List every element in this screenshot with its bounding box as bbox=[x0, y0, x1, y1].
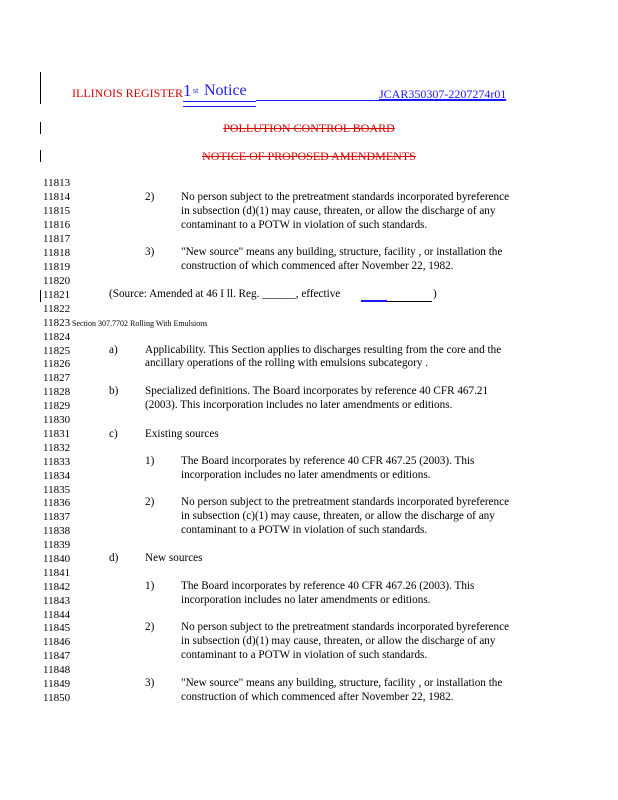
paragraph-text: Existing sources bbox=[145, 428, 219, 440]
line-number: 11830 bbox=[43, 414, 71, 426]
line-number: 11815 bbox=[43, 205, 71, 217]
paragraph-label: 2) bbox=[145, 496, 155, 508]
line-number: 11835 bbox=[43, 484, 71, 496]
paragraph-text: in subsection (c)(1) may cause, threaten, or allow the discharge of any bbox=[181, 510, 495, 522]
paragraph-text: (2003). This incorporation includes no later amendments or editions. bbox=[145, 399, 453, 411]
effective-date-blank bbox=[387, 301, 432, 302]
line-number: 11814 bbox=[43, 191, 71, 203]
line-number: 11828 bbox=[43, 386, 71, 398]
line-number: 11845 bbox=[43, 622, 71, 634]
line-number: 11818 bbox=[43, 247, 71, 259]
line-number: 11844 bbox=[43, 609, 71, 621]
paragraph-text: "New source" means any building, structure, facility , or installation the bbox=[181, 246, 503, 258]
line-number: 11816 bbox=[43, 219, 71, 231]
paragraph-text: No person subject to the pretreatment standards incorporated byreference bbox=[181, 496, 510, 508]
line-number: 11849 bbox=[43, 678, 71, 690]
line-number: 11842 bbox=[43, 581, 71, 593]
register-title: ILLINOIS REGISTER bbox=[72, 86, 183, 100]
line-number: 11820 bbox=[43, 275, 71, 287]
paragraph-text: contaminant to a POTW in violation of such standards. bbox=[181, 219, 428, 231]
line-number: 11826 bbox=[43, 358, 71, 370]
register-code: JCAR350307-2207274r01 bbox=[379, 87, 507, 101]
notice-title: NOTICE OF PROPOSED AMENDMENTS bbox=[202, 149, 416, 163]
register-notice: Notice bbox=[204, 82, 247, 99]
line-number: 11825 bbox=[43, 345, 71, 357]
line-number: 11847 bbox=[43, 650, 71, 662]
header-underline-1 bbox=[183, 101, 256, 102]
line-number: 11840 bbox=[43, 553, 71, 565]
paragraph-text: No person subject to the pretreatment standards incorporated byreference bbox=[181, 621, 510, 633]
line-number: 11829 bbox=[43, 400, 71, 412]
paragraph-label: d) bbox=[109, 552, 119, 564]
line-number: 11823 bbox=[43, 317, 71, 329]
paragraph-text: The Board incorporates by reference 40 CFR 467.26 (2003). This bbox=[181, 580, 475, 592]
line-number: 11831 bbox=[43, 428, 71, 440]
paragraph-label: 2) bbox=[145, 621, 155, 633]
paragraph-text: No person subject to the pretreatment standards incorporated byreference bbox=[181, 191, 510, 203]
change-bar-header bbox=[40, 72, 41, 104]
paragraph-text: contaminant to a POTW in violation of such standards. bbox=[181, 649, 428, 661]
line-number: 11848 bbox=[43, 664, 71, 676]
effective-date-insert-mark bbox=[361, 300, 387, 302]
source-note: (Source: Amended at 46 I ll. Reg. ______, effective bbox=[109, 288, 341, 300]
paragraph-text: incorporation includes no later amendments or editions. bbox=[181, 594, 431, 606]
paragraph-text: in subsection (d)(1) may cause, threaten, or allow the discharge of any bbox=[181, 205, 496, 217]
line-number: 11841 bbox=[43, 567, 71, 579]
line-number: 11846 bbox=[43, 636, 71, 648]
paragraph-label: 1) bbox=[145, 580, 155, 592]
line-number: 11822 bbox=[43, 303, 71, 315]
line-number: 11819 bbox=[43, 261, 71, 273]
paragraph-text: Specialized definitions. The Board incorporates by reference 40 CFR 467.21 bbox=[145, 385, 489, 397]
line-number: 11832 bbox=[43, 442, 71, 454]
line-number: 11836 bbox=[43, 497, 71, 509]
register-issue-superscript: st bbox=[193, 86, 199, 95]
paragraph-text: in subsection (d)(1) may cause, threaten, or allow the discharge of any bbox=[181, 635, 496, 647]
line-number: 11843 bbox=[43, 595, 71, 607]
line-number: 11817 bbox=[43, 233, 71, 245]
source-note-close: ) bbox=[433, 288, 437, 300]
paragraph-text: incorporation includes no later amendments or editions. bbox=[181, 469, 431, 481]
line-number: 11827 bbox=[43, 372, 71, 384]
line-number: 11833 bbox=[43, 456, 71, 468]
paragraph-label: 3) bbox=[145, 246, 155, 258]
header-underline-2 bbox=[183, 106, 256, 107]
paragraph-text: The Board incorporates by reference 40 CFR 467.25 (2003). This bbox=[181, 455, 475, 467]
paragraph-text: ancillary operations of the rolling with emulsions subcategory . bbox=[145, 357, 429, 369]
line-number: 11850 bbox=[43, 692, 71, 704]
paragraph-text: contaminant to a POTW in violation of such standards. bbox=[181, 524, 428, 536]
line-number: 11834 bbox=[43, 470, 71, 482]
line-number: 11824 bbox=[43, 331, 71, 343]
register-issue-number: 1 bbox=[183, 81, 192, 100]
paragraph-label: c) bbox=[109, 428, 118, 440]
line-number: 11837 bbox=[43, 511, 71, 523]
paragraph-text: "New source" means any building, structure, facility , or installation the bbox=[181, 677, 503, 689]
paragraph-label: 3) bbox=[145, 677, 155, 689]
line-number: 11839 bbox=[43, 539, 71, 551]
line-number: 11813 bbox=[43, 177, 71, 189]
paragraph-text: New sources bbox=[145, 552, 203, 564]
paragraph-label: a) bbox=[109, 344, 118, 356]
paragraph-label: 2) bbox=[145, 191, 155, 203]
line-number: 11838 bbox=[43, 525, 71, 537]
paragraph-label: b) bbox=[109, 385, 119, 397]
paragraph-text: Applicability. This Section applies to discharges resulting from the core and the bbox=[145, 344, 502, 356]
line-number: 11821 bbox=[43, 289, 71, 301]
agency-name: POLLUTION CONTROL BOARD bbox=[223, 121, 395, 135]
section-heading: Section 307.7702 Rolling With Emulsions bbox=[72, 319, 208, 328]
paragraph-text: construction of which commenced after November 22, 1982. bbox=[181, 260, 454, 272]
paragraph-text: construction of which commenced after November 22, 1982. bbox=[181, 691, 454, 703]
change-bar-source bbox=[40, 290, 41, 302]
paragraph-label: 1) bbox=[145, 455, 155, 467]
